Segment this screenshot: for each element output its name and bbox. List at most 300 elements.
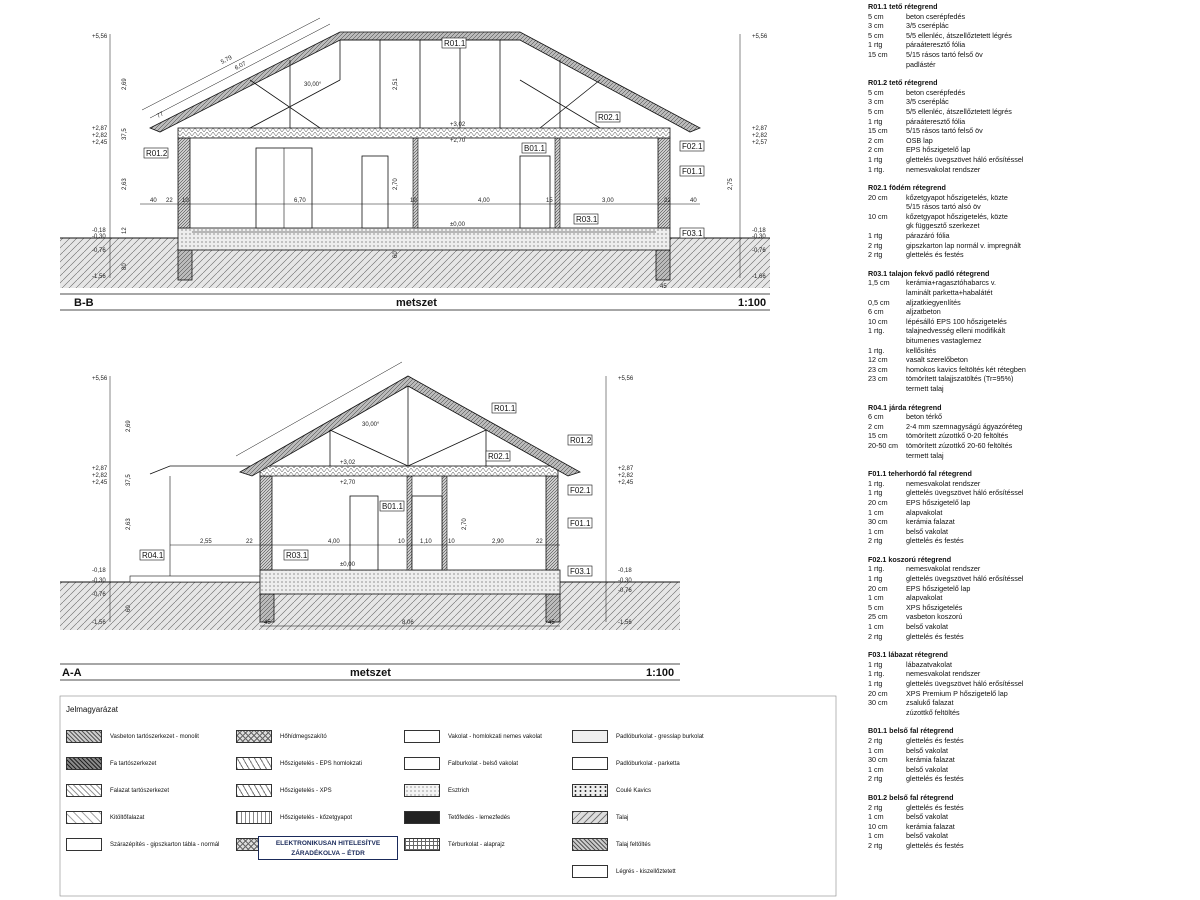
layer-material: 5/15 rásos tartó felső öv <box>906 126 983 136</box>
layer-thickness: 20 cm <box>868 688 888 698</box>
level-mark: +2,87 <box>92 126 108 132</box>
legend-swatch <box>236 730 272 743</box>
layer-row <box>868 384 1198 394</box>
layer-tag: R04.1 <box>142 551 164 560</box>
interior-door <box>412 496 442 570</box>
layer-thickness: 1 rtg <box>868 40 883 50</box>
layer-tag: B01.1 <box>524 144 545 153</box>
layer-material: XPS Premium P hőszigetelő lap <box>906 688 1008 698</box>
layer-thickness: 2 rtg <box>868 840 883 850</box>
layer-material: kerámia+ragasztóhabarcs v. <box>906 278 996 288</box>
layer-group-title: B01.2 belső fal rétegrend <box>868 792 954 802</box>
layer-material: tömörített zúzottkő 20-60 feltöltés <box>906 440 1013 450</box>
layer-row <box>868 97 1198 107</box>
layer-thickness <box>868 336 906 346</box>
level-mark: -0,76 <box>92 248 106 254</box>
legend-swatch <box>572 757 608 770</box>
horizontal-dim: 3,00 <box>602 198 614 204</box>
layer-thickness: 6 cm <box>868 412 884 422</box>
legend-item <box>572 811 628 824</box>
layer-row <box>868 841 1198 851</box>
layer-tag: R01.2 <box>570 436 592 445</box>
layer-row <box>868 278 1198 288</box>
horizontal-dim: 10 <box>448 539 455 545</box>
layer-row <box>868 812 1198 822</box>
layer-material: glettelés és festés <box>906 774 964 784</box>
level-mark: -0,76 <box>752 248 766 254</box>
layer-row <box>868 422 1198 432</box>
layer-tag: R01.2 <box>146 149 168 158</box>
level-mark: +2,45 <box>92 480 108 486</box>
layer-thickness <box>868 221 906 231</box>
layer-material: belső vakolat <box>906 745 948 755</box>
level-mark: +2,82 <box>92 473 108 479</box>
layer-thickness <box>868 288 906 298</box>
layer-row <box>868 288 1198 298</box>
layer-row <box>868 622 1198 632</box>
layer-row <box>868 307 1198 317</box>
inner-level: ±0,00 <box>340 562 355 568</box>
layer-row <box>868 12 1198 22</box>
layer-thickness: 1 rtg <box>868 231 883 241</box>
level-mark: -0,76 <box>618 588 632 594</box>
layer-material: glettelés és festés <box>906 802 964 812</box>
level-mark: +2,87 <box>92 466 108 472</box>
layer-thickness: 1 rtg <box>868 574 883 584</box>
legend-label: Vakolat - homlokzati nemes vakolat <box>448 733 542 740</box>
horizontal-dim: 22 <box>664 198 671 204</box>
layer-row <box>868 326 1198 336</box>
layer-row <box>868 488 1198 498</box>
truss <box>330 386 486 466</box>
layer-thickness: 6 cm <box>868 307 884 317</box>
layer-material: kellősítés <box>906 345 936 355</box>
layer-tag: F03.1 <box>682 229 703 238</box>
legend-label: Padlóburkolat - gresslap burkolat <box>616 733 704 740</box>
layer-row <box>868 221 1198 231</box>
layer-material: 5/15 rásos tartó alsó öv <box>906 202 981 212</box>
layer-row <box>868 755 1198 765</box>
layer-thickness: 1 rtg. <box>868 345 885 355</box>
horizontal-dim: 22 <box>166 198 173 204</box>
layer-row <box>868 202 1198 212</box>
level-mark: +5,56 <box>618 376 634 382</box>
horizontal-dim: 45 <box>548 620 555 626</box>
legend-item <box>572 838 651 851</box>
layer-thickness: 23 cm <box>868 364 888 374</box>
layer-row <box>868 117 1198 127</box>
authentication-stamp <box>258 836 398 860</box>
level-mark: +2,45 <box>618 480 634 486</box>
legend-label: Falburkolat - belső vakolat <box>448 760 519 767</box>
legend-item <box>236 784 332 797</box>
layer-thickness: 1 rtg. <box>868 669 885 679</box>
layer-material: glettelés üvegszövet háló erősítéssel <box>906 154 1024 164</box>
floor-slab <box>260 570 560 594</box>
roof-angle: 30,00° <box>362 422 380 428</box>
layer-material: XPS hőszigetelés <box>906 602 963 612</box>
layer-thickness: 30 cm <box>868 517 888 527</box>
section-bb <box>60 18 770 310</box>
roof-dim: 77 <box>156 111 165 120</box>
roof-dim: 6,07 <box>234 60 248 72</box>
layer-thickness <box>868 60 906 70</box>
layer-material: termett talaj <box>906 450 944 460</box>
legend-swatch <box>404 730 440 743</box>
layer-group-title: F01.1 teherhordó fal rétegrend <box>868 469 972 479</box>
legend-item <box>404 784 469 797</box>
layer-material: kőzetgyapot hőszigetelés, közte <box>906 192 1008 202</box>
layer-thickness: 30 cm <box>868 698 888 708</box>
legend-swatch <box>236 757 272 770</box>
vertical-dim: 2,70 <box>462 518 468 530</box>
level-mark: +2,82 <box>752 133 768 139</box>
inner-level: +2,70 <box>450 138 466 144</box>
legend-label: Talaj <box>616 814 629 821</box>
layer-row <box>868 60 1198 70</box>
level-mark: +2,82 <box>92 133 108 139</box>
level-mark: +2,57 <box>752 140 768 146</box>
layer-row <box>868 603 1198 613</box>
layer-row <box>868 145 1198 155</box>
layer-material: bitumenes vastaglemez <box>906 336 982 345</box>
vertical-dim: 2,69 <box>122 78 128 90</box>
legend-item <box>66 838 219 851</box>
layer-row <box>868 365 1198 375</box>
layer-material: beton térkő <box>906 412 942 422</box>
legend-label: Fa tartószerkezet <box>110 760 157 767</box>
legend-item <box>66 811 144 824</box>
layer-material: glettelés üvegszövet háló erősítéssel <box>906 574 1024 584</box>
layer-row <box>868 193 1198 203</box>
layer-material: kerámia falazat <box>906 821 955 831</box>
layer-tag: R03.1 <box>286 551 308 560</box>
inner-level: +3,02 <box>340 460 356 466</box>
layer-thickness: 1 rtg <box>868 679 883 688</box>
layer-material: aljzatbeton <box>906 307 941 317</box>
legend-item <box>572 865 676 878</box>
layer-row <box>868 822 1198 832</box>
layer-tag: R03.1 <box>576 215 598 224</box>
level-markers-right <box>618 376 634 626</box>
layer-material: 5/15 rásos tartó felső öv <box>906 49 983 59</box>
legend-item <box>66 730 199 743</box>
section-aa <box>60 362 680 680</box>
layer-row <box>868 31 1198 41</box>
vertical-dim: 37,5 <box>126 474 132 486</box>
layer-tag: R01.1 <box>444 39 466 48</box>
layer-row <box>868 374 1198 384</box>
layer-thickness: 1 rtg. <box>868 478 885 488</box>
layer-material: kerámia falazat <box>906 755 955 765</box>
layer-row <box>868 536 1198 546</box>
layer-thickness: 25 cm <box>868 612 888 622</box>
level-mark: -0,30 <box>92 234 106 240</box>
vertical-dim: 2,63 <box>122 178 128 190</box>
layer-thickness: 1 rtg. <box>868 164 885 174</box>
layer-thickness: 20 cm <box>868 192 888 202</box>
layer-thickness: 10 cm <box>868 316 888 326</box>
layer-material: glettelés és festés <box>906 631 964 641</box>
layer-material: páraáteresztő fólia <box>906 116 966 126</box>
layer-row <box>868 431 1198 441</box>
inner-level: +2,70 <box>340 480 356 486</box>
layer-material: belső vakolat <box>906 764 948 774</box>
level-mark: -0,18 <box>752 228 766 234</box>
layer-tag: B01.1 <box>382 502 403 511</box>
horizontal-dim: 15 <box>546 198 553 204</box>
legend-item <box>404 757 518 770</box>
layer-material: glettelés üvegszövet háló erősítéssel <box>906 488 1024 498</box>
legend-swatch <box>572 838 608 851</box>
layer-material: alapvakolat <box>906 507 943 517</box>
layer-material: EPS hőszigetelő lap <box>906 497 971 507</box>
layer-thickness: 5 cm <box>868 602 884 612</box>
layer-row <box>868 498 1198 508</box>
stamp-line: ELEKTRONIKUSAN HITELESÍTVE <box>275 840 381 847</box>
level-mark: -1,56 <box>92 274 106 280</box>
floor-slab <box>178 228 670 250</box>
layer-thickness: 5 cm <box>868 11 884 21</box>
layer-row <box>868 155 1198 165</box>
vertical-dim: 12 <box>122 227 128 234</box>
layer-material: 2-4 mm szemnagyságú ágyazóréteg <box>906 421 1023 431</box>
level-mark: -0,30 <box>752 234 766 240</box>
legend-item <box>236 811 352 824</box>
layer-row <box>868 317 1198 327</box>
layer-tag: R02.1 <box>598 113 620 122</box>
horizontal-dim: 40 <box>150 198 157 204</box>
layer-thickness: 1 rtg <box>868 116 883 126</box>
layer-thickness: 2 rtg <box>868 240 883 250</box>
layer-thickness: 1 cm <box>868 593 884 603</box>
level-mark: -0,76 <box>92 592 106 598</box>
layer-material: párazáró fólia <box>906 231 950 241</box>
level-mark: -1,66 <box>752 274 766 280</box>
legend-swatch <box>66 811 102 824</box>
layer-material: nemesvakolat rendszer <box>906 564 981 574</box>
horizontal-dim: 2,90 <box>492 539 504 545</box>
inner-level: ±0,00 <box>450 222 465 228</box>
layer-thickness: 2 cm <box>868 421 884 431</box>
section-title: metszet <box>350 667 391 679</box>
section-name: B-B <box>74 297 94 309</box>
layer-thickness: 23 cm <box>868 374 888 384</box>
legend-item <box>572 730 704 743</box>
layer-row <box>868 21 1198 31</box>
layer-thickness: 12 cm <box>868 355 888 365</box>
layer-material: belső vakolat <box>906 831 948 841</box>
layer-material: glettelés és festés <box>906 840 964 850</box>
horizontal-dim: 45 <box>264 620 271 626</box>
layer-tag: R01.1 <box>494 404 516 413</box>
layer-material: 5/5 ellenléc, átszellőztetett légrés <box>906 106 1012 116</box>
legend-label: Tetőfedés - lemezfedés <box>448 814 511 821</box>
layer-material: homokos kavics feltöltés két rétegben <box>906 364 1026 374</box>
layer-row <box>868 231 1198 241</box>
layer-thickness <box>868 708 906 718</box>
legend-label: Légrés - kiszellőztetett <box>616 868 676 875</box>
legend-swatch <box>572 730 608 743</box>
layer-thickness: 15 cm <box>868 431 888 441</box>
interior-door <box>350 496 378 570</box>
level-mark: +2,87 <box>752 126 768 132</box>
layer-material: alapvakolat <box>906 593 943 603</box>
layer-material: gipszkarton lap normál v. impregnált <box>906 240 1021 250</box>
layer-row <box>868 612 1198 622</box>
legend-label: Talaj feltöltés <box>616 841 651 848</box>
layer-material: nemesvakolat rendszer <box>906 164 981 174</box>
layer-row <box>868 660 1198 670</box>
layer-row <box>868 527 1198 537</box>
legend-swatch <box>236 784 272 797</box>
legend-item <box>404 811 510 824</box>
layer-row <box>868 517 1198 527</box>
layer-material: belső vakolat <box>906 526 948 536</box>
layer-thickness: 1 rtg <box>868 488 883 498</box>
layer-row <box>868 88 1198 98</box>
layer-row <box>868 632 1198 642</box>
layer-material: 3/5 cseréplác <box>906 97 949 107</box>
legend-label: Hőhídmegszakító <box>280 733 327 740</box>
layer-row <box>868 241 1198 251</box>
layer-material: padlástér <box>906 59 936 69</box>
layer-tag: F02.1 <box>682 142 703 151</box>
layer-group-title: R01.1 tető rétegrend <box>868 2 938 11</box>
layer-material: tömörített talajjszatöltés (Tr=95%) <box>906 374 1014 384</box>
legend-swatch <box>572 865 608 878</box>
layer-row <box>868 355 1198 365</box>
layer-thickness: 5 cm <box>868 87 884 97</box>
legend-label: Padlóburkolat - parketta <box>616 760 680 767</box>
level-mark: -0,30 <box>92 578 106 584</box>
legend-label: Hőszigetelés - kőzetgyapot <box>280 814 353 821</box>
legend-swatch <box>404 838 440 851</box>
vertical-dim: 37,5 <box>122 128 128 140</box>
layer-thickness: 20 cm <box>868 497 888 507</box>
layer-row <box>868 107 1198 117</box>
interior-door <box>520 156 550 228</box>
horizontal-dim: 10 <box>398 539 405 545</box>
section-name: A-A <box>62 667 82 679</box>
horizontal-dim: 10 <box>410 198 417 204</box>
layer-thickness <box>868 451 906 461</box>
level-mark: -1,56 <box>618 620 632 626</box>
layer-material: kerámia falazat <box>906 517 955 527</box>
interior-door <box>362 156 388 228</box>
layer-material: belső vakolat <box>906 622 948 632</box>
layer-thickness: 2 rtg <box>868 774 883 784</box>
layer-row <box>868 479 1198 489</box>
layer-material: EPS hőszigetelő lap <box>906 145 971 155</box>
layer-material: 5/5 ellenléc, átszellőztetett légrés <box>906 30 1012 40</box>
level-mark: +2,82 <box>618 473 634 479</box>
vertical-dim: 80 <box>122 263 128 270</box>
layer-thickness: 1 rtg. <box>868 564 885 574</box>
layer-tag: R02.1 <box>488 452 510 461</box>
vertical-dim: 2,63 <box>126 518 132 530</box>
layer-material: zsalukő falazat <box>906 698 954 708</box>
level-mark: -0,18 <box>92 228 106 234</box>
legend-swatch <box>236 811 272 824</box>
layer-thickness: 10 cm <box>868 821 888 831</box>
horizontal-dim: 6,70 <box>294 198 306 204</box>
layer-thickness: 2 rtg <box>868 536 883 546</box>
layer-tag: F03.1 <box>570 567 591 576</box>
level-mark: -0,30 <box>618 578 632 584</box>
legend-label: Vasbeton tartószerkezet - monolit <box>110 733 199 740</box>
layer-row <box>868 250 1198 260</box>
section-title: metszet <box>396 297 437 309</box>
layer-material: glettelés és festés <box>906 735 964 745</box>
layer-thickness: 1 cm <box>868 831 884 841</box>
layer-thickness: 20-50 cm <box>868 440 898 450</box>
horizontal-dim: 22 <box>246 539 253 545</box>
layer-thickness: 1 cm <box>868 764 884 774</box>
legend-item <box>236 757 362 770</box>
legend-swatch <box>404 757 440 770</box>
layer-row <box>868 574 1198 584</box>
layer-row <box>868 746 1198 756</box>
layer-row <box>868 564 1198 574</box>
roof-outline <box>240 376 580 476</box>
layer-material: vasbeton koszorú <box>906 612 963 622</box>
layer-material: OSB lap <box>906 135 933 145</box>
layer-group-title: R01.2 tető rétegrend <box>868 78 938 88</box>
layer-material: tömörített zúzottkő 0-20 feltöltés <box>906 431 1009 441</box>
vertical-dim: 60 <box>126 605 132 612</box>
layer-row <box>868 412 1198 422</box>
layer-thickness: 2 rtg <box>868 802 883 812</box>
layer-thickness: 1 cm <box>868 622 884 632</box>
layer-row <box>868 336 1198 346</box>
legend-item <box>236 730 327 743</box>
legend-label: Esztrich <box>448 787 470 794</box>
layer-thickness: 20 cm <box>868 583 888 593</box>
layer-thickness: 10 cm <box>868 211 888 221</box>
layer-thickness: 1,5 cm <box>868 278 890 288</box>
level-mark: +5,56 <box>92 34 108 40</box>
roof-dim: 5,79 <box>220 54 234 66</box>
layer-material: lábazatvakolat <box>906 659 952 669</box>
layer-material: kőzetgyapot hőszigetelés, közte <box>906 211 1008 221</box>
legend-swatch <box>66 757 102 770</box>
legend-label: Kitöltőfalazat <box>110 814 145 821</box>
level-mark: +2,87 <box>618 466 634 472</box>
legend-title: Jelmagyarázat <box>66 705 119 714</box>
layer-row <box>868 40 1198 50</box>
legend-item <box>572 757 680 770</box>
layer-row <box>868 669 1198 679</box>
vertical-dim: 2,70 <box>393 178 399 190</box>
layer-row <box>868 165 1198 175</box>
layer-material: 3/5 cseréplác <box>906 21 949 31</box>
layer-thickness: 15 cm <box>868 126 888 136</box>
layer-thickness: 3 cm <box>868 97 884 107</box>
layer-row <box>868 584 1198 594</box>
layer-thickness: 1 rtg. <box>868 326 885 336</box>
legend-swatch <box>404 784 440 797</box>
legend-label: Hőszigetelés - EPS homlokzati <box>280 760 363 767</box>
layer-row <box>868 803 1198 813</box>
layer-thickness: 1 cm <box>868 745 884 755</box>
layer-group-title: F02.1 koszorú rétegrend <box>868 554 952 564</box>
legend-swatch <box>66 730 102 743</box>
legend-item <box>404 838 505 851</box>
layer-tag: F01.1 <box>570 519 591 528</box>
layer-material: glettelés és festés <box>906 536 964 546</box>
legend-item <box>66 784 169 797</box>
